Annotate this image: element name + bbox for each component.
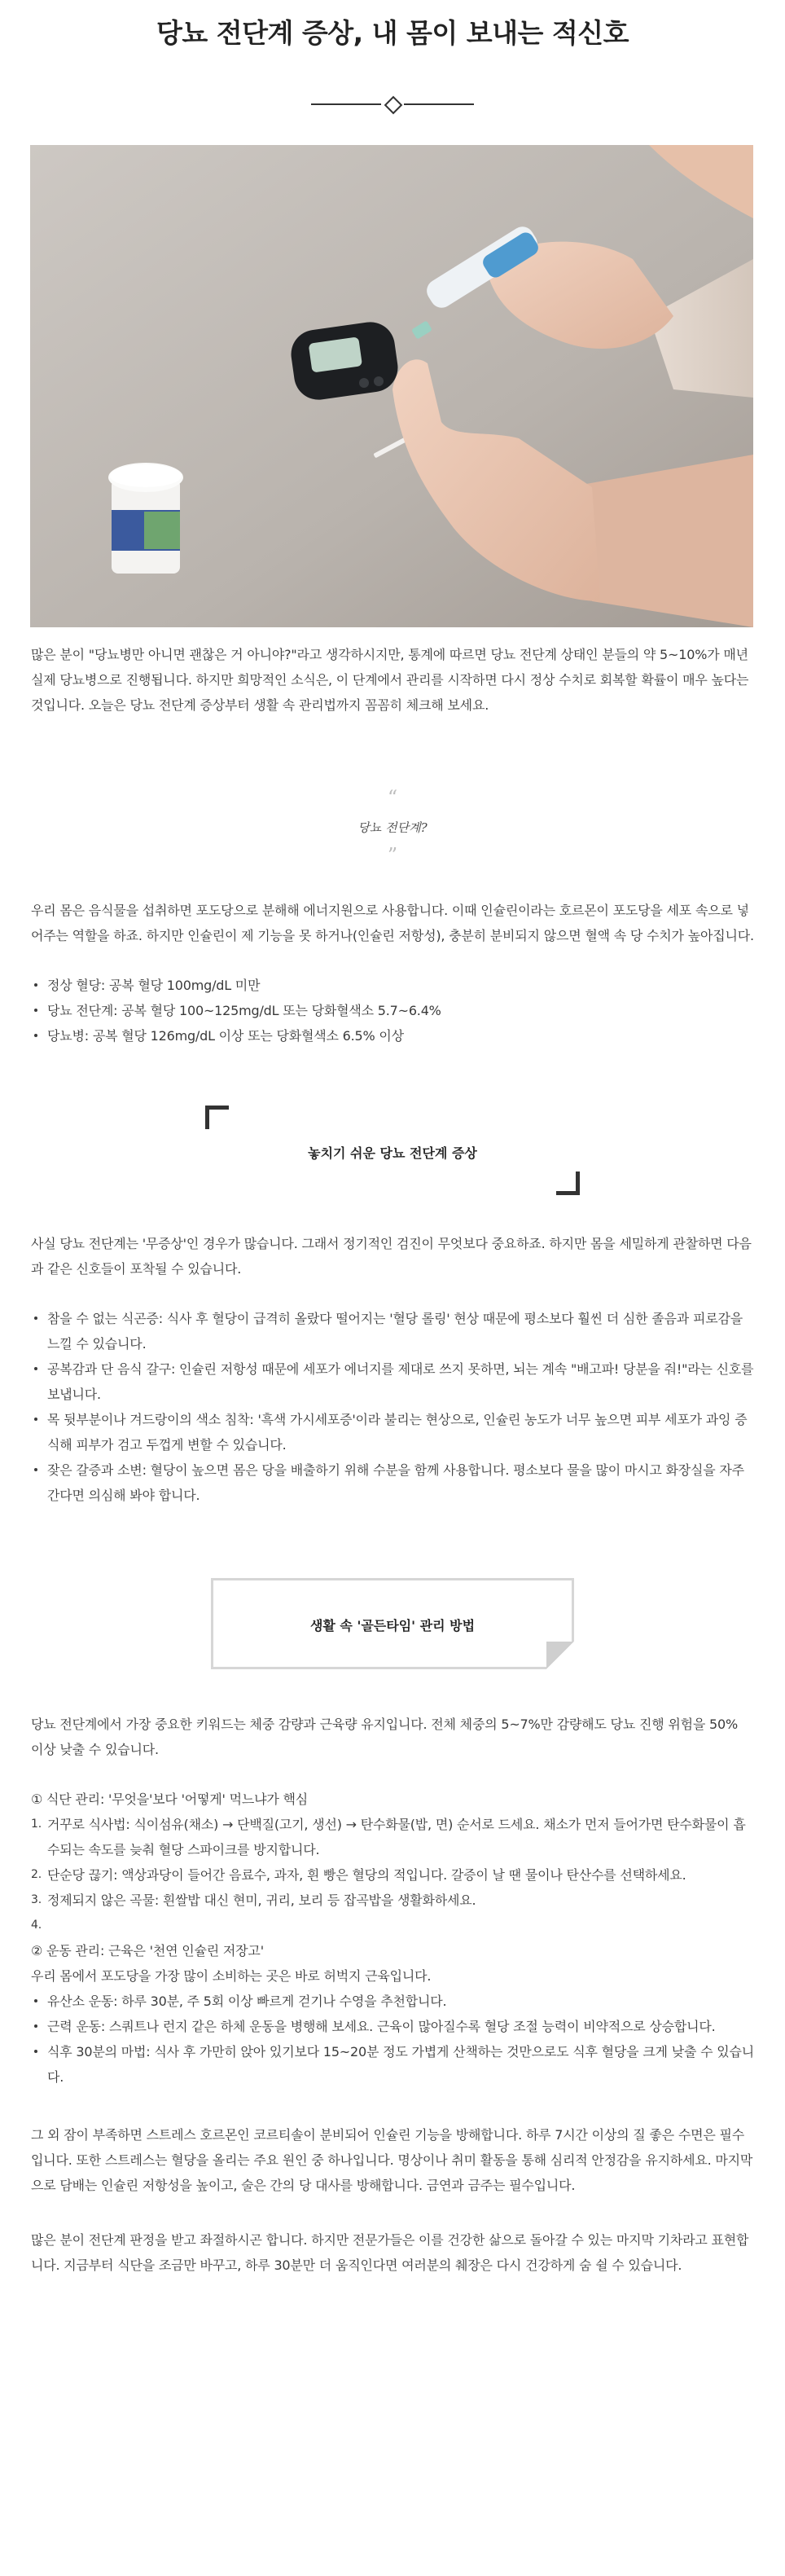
quote-block (0, 788, 785, 865)
page-title: 당뇨 전단계 증상, 내 몸이 보내는 적신호 (156, 17, 629, 49)
list-number: 1. (31, 1818, 42, 1831)
list-item: 식후 30분의 마법: 식사 후 가만히 앉아 있기보다 15~20분 정도 가볍게 산책하는 것만으로도 식후 혈당을 크게 낮출 수 있습니다. (31, 2039, 754, 2090)
section3-paragraph: 당뇨 전단계에서 가장 중요한 키워드는 체중 감량과 근육량 유지입니다. 전체 체중의 5~7%만 감량해도 당뇨 진행 위험을 50% 이상 낮출 수 있습니다. (31, 1717, 738, 1757)
closing-paragraph: 많은 분이 전단계 판정을 받고 좌절하시곤 합니다. 하지만 전문가들은 이를 건강한 삶으로 돌아갈 수 있는 마지막 기차라고 표현합니다. 지금부터 식단을 조금만 바꾸고, 하루 30분만 더 움직인다면 여러분의 췌장은 다시 건강하게 숨 쉴 수 있습니다. (31, 2232, 749, 2273)
divider-line-left (311, 103, 381, 105)
list-item (31, 1862, 754, 1888)
list-text: 정제되지 않은 곡물: 흰쌀밥 대신 현미, 귀리, 보리 등 잡곡밥을 생활화하세요. (47, 1892, 476, 1908)
list-number: 2. (31, 1868, 42, 1881)
list-number: 4. (31, 1919, 42, 1932)
list-item (31, 1812, 754, 1862)
exercise-list (31, 1989, 754, 2090)
list-item (31, 1913, 754, 1938)
hero-image (30, 145, 753, 627)
diet-title: ① 식단 관리: '무엇을'보다 '어떻게' 먹느냐가 핵심 (31, 1791, 309, 1807)
list-item: 유산소 운동: 하루 30분, 주 5회 이상 빠르게 걷기나 수영을 추천합니다. (31, 1989, 754, 2014)
list-text: 단순당 끊기: 액상과당이 들어간 음료수, 과자, 흰 빵은 혈당의 적입니다. 갈증이 날 땐 물이나 탄산수를 선택하세요. (47, 1867, 686, 1883)
quote-close-icon: ” (387, 844, 398, 867)
list-item: 근력 운동: 스쿼트나 런지 같은 하체 운동을 병행해 보세요. 근육이 많아질수록 혈당 조절 능력이 비약적으로 상승합니다. (31, 2014, 754, 2039)
quote-open-icon: “ (387, 786, 398, 809)
list-text: 거꾸로 식사법: 식이섬유(채소) → 단백질(고기, 생선) → 탄수화물(밥, 면) 순서로 드세요. 채소가 먼저 들어가면 탄수화물이 흡수되는 속도를 늦춰 혈당 스파이크를 방지합니다. (47, 1817, 746, 1857)
bracket-bottom-right-icon (556, 1172, 580, 1195)
list-item: 참을 수 없는 식곤증: 식사 후 혈당이 급격히 올랐다 떨어지는 '혈당 롤링' 현상 때문에 평소보다 훨씬 더 심한 졸음과 피로감을 느낄 수 있습니다. (31, 1306, 754, 1356)
diamond-icon (384, 96, 403, 115)
symptoms-list (31, 1306, 754, 1508)
list-item (31, 1888, 754, 1913)
list-text (47, 1918, 51, 1933)
divider-line-right (404, 103, 474, 105)
section2-paragraph: 사실 당뇨 전단계는 '무증상'인 경우가 많습니다. 그래서 정기적인 검진이 무엇보다 중요하죠. 하지만 몸을 세밀하게 관찰하면 다음과 같은 신호들이 포착될 수 있습니다. (31, 1236, 752, 1277)
list-item: 공복감과 단 음식 갈구: 인슐린 저항성 때문에 세포가 에너지를 제대로 쓰지 못하면, 뇌는 계속 "배고파! 당분을 줘!"라는 신호를 보냅니다. (31, 1356, 754, 1407)
bracket-top-left-icon (205, 1106, 229, 1129)
exercise-title: ② 운동 관리: 근육은 '천연 인슐린 저장고' (31, 1943, 264, 1958)
blood-sugar-levels-list (31, 973, 754, 1048)
list-item: 당뇨병: 공복 혈당 126mg/dL 이상 또는 당화혈색소 6.5% 이상 (31, 1023, 754, 1048)
quote-text: 당뇨 전단계? (357, 820, 428, 835)
exercise-intro: 우리 몸에서 포도당을 가장 많이 소비하는 곳은 바로 허벅지 근육입니다. (31, 1968, 432, 1984)
list-item: 정상 혈당: 공복 혈당 100mg/dL 미만 (31, 973, 754, 998)
title-divider (311, 96, 474, 112)
section3-heading: 생활 속 '골든타임' 관리 방법 (309, 1618, 476, 1633)
list-item: 당뇨 전단계: 공복 혈당 100~125mg/dL 또는 당화혈색소 5.7~6.4% (31, 998, 754, 1023)
section3-heading-box (211, 1578, 574, 1669)
folded-corner-icon (546, 1642, 574, 1669)
section4-paragraph: 그 외 잠이 부족하면 스트레스 호르몬인 코르티솔이 분비되어 인슐린 기능을 방해합니다. 하루 7시간 이상의 질 좋은 수면은 필수입니다. 또한 스트레스는 혈당을 올리는 주요 원인 중 하나입니다. 명상이나 취미 활동을 통해 심리적 안정감을 유지하세요. 마지막으로 담배는 인슐린 저항성을 높이고, 술은 간의 당 대사를 방해합니다. 금연과 금주는 필수입니다. (31, 2127, 753, 2193)
section2-heading-box (205, 1106, 580, 1195)
list-item: 목 뒷부분이나 겨드랑이의 색소 침착: '흑색 가시세포증'이라 불리는 현상으로, 인슐린 농도가 너무 높으면 피부 세포가 과잉 증식해 피부가 검고 두껍게 변할 수 있습니다. (31, 1407, 754, 1457)
list-number: 3. (31, 1893, 42, 1906)
strip-vial (108, 463, 183, 574)
section1-paragraph: 우리 몸은 음식물을 섭취하면 포도당으로 분해해 에너지원으로 사용합니다. 이때 인슐린이라는 호르몬이 포도당을 세포 속으로 넣어주는 역할을 하죠. 하지만 인슐린이 제 기능을 못 하거나(인슐린 저항성), 충분히 분비되지 않으면 혈액 속 당 수치가 높아집니다. (31, 903, 754, 943)
intro-paragraph: 많은 분이 "당뇨병만 아니면 괜찮은 거 아니야?"라고 생각하시지만, 통계에 따르면 당뇨 전단계 상태인 분들의 약 5~10%가 매년 실제 당뇨병으로 진행됩니다. 하지만 희망적인 소식은, 이 단계에서 관리를 시작하면 다시 정상 수치로 회복할 확률이 매우 높다는 것입니다. 오늘은 당뇨 전단계 증상부터 생활 속 관리법까지 꼼꼼히 체크해 보세요. (31, 647, 749, 713)
diet-list (31, 1812, 754, 1938)
section2-heading: 놓치기 쉬운 당뇨 전단계 증상 (308, 1145, 477, 1161)
blood-glucose-test-illustration (30, 145, 753, 627)
list-item: 잦은 갈증과 소변: 혈당이 높으면 몸은 당을 배출하기 위해 수분을 함께 사용합니다. 평소보다 물을 많이 마시고 화장실을 자주 간다면 의심해 봐야 합니다. (31, 1457, 754, 1508)
